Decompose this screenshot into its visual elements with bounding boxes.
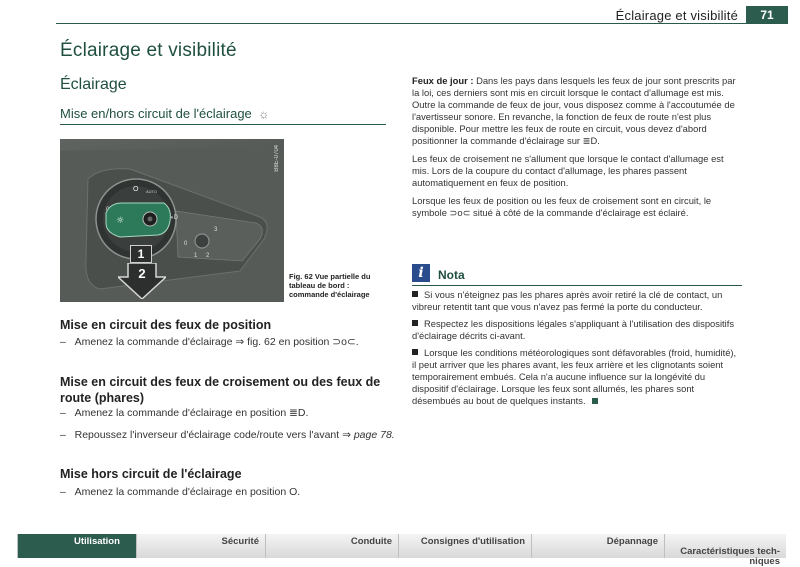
nota-item-text: Respectez les dispositions légales s'appliquant à l'utilisation des dispositifs d'éclairage décrits ci-avant. [412,318,735,341]
paragraph-indicator-symbol: Lorsque les feux de position ou les feux de croisement sont en circuit, le symbole ⊃o⊂ situé à côté de la commande d'éclairage est éclairé. [412,195,712,218]
list-item [60,335,396,349]
running-header-title: Éclairage et visibilité [615,8,738,23]
dash-marker: – [60,336,66,348]
list-item-text: Repoussez l'inverseur d'éclairage code/route vers l'avant ⇒ [74,429,354,441]
figure-dashboard-light-switch [60,139,284,302]
list-item [60,428,396,442]
dash-marker: – [60,486,66,498]
tab-securite[interactable] [136,534,265,558]
heading-low-high-beam: Mise en circuit des feux de croisement ou des feux de route (phares) [60,375,381,405]
svg-text:0: 0 [184,241,188,247]
right-column [412,75,742,225]
tab-label: Utilisation [74,536,120,547]
bullet-icon [412,320,418,326]
tab-caracteristiques[interactable] [664,534,786,567]
svg-text:☼: ☼ [116,216,125,226]
bullet-icon [412,291,418,297]
tab-label: Caractéristiques tech- niques [680,546,780,567]
nota-list [412,289,738,412]
figure-caption: Fig. 62 Vue partielle du tableau de bord : commande d'éclairage [289,272,371,299]
svg-text:◖D: ◖D [170,215,178,221]
nota-item [412,347,738,407]
heading-lights-off: Mise hors circuit de l'éclairage [60,467,242,481]
info-icon: i [412,264,430,282]
bullet-icon [412,349,418,355]
callout-2-arrow [118,263,166,299]
section-rule [60,124,386,125]
paragraph-daytime-lights [412,75,742,147]
tab-label: Sécurité [221,536,259,547]
end-of-section-icon [592,398,598,404]
tab-depannage[interactable] [531,534,664,558]
paragraph-low-beam: Les feux de croisement ne s'allument que lorsque le contact d'allumage est mis. Lors de la coupure du contact d'allumage, les phares passent automatiquement en feux de position. [412,153,724,188]
running-header [0,0,800,30]
nota-rule [412,285,742,286]
page-title: Éclairage et visibilité [60,40,237,61]
nota-item [412,289,738,313]
list-item-text: Amenez la commande d'éclairage ⇒ fig. 62 en position ⊃o⊂. [74,336,359,348]
section-heading [60,106,269,121]
paragraph-body: Dans les pays dans lesquels les feux de jour sont prescrits par la loi, ces derniers sont mis en circuit lorsque le contact d'allumage est mis. Outre la commande de feux de jour, vous disposez comme à l'accoutumée de l'avertisseur sonore. En revanche, la fonction de feux de route n'est plus disponible. Pour mettre les feux de route en circuit, vous devez d'abord positionner la commande d'éclairage sur ≣D. [412,75,736,146]
nota-item-text: Si vous n'éteignez pas les phares après avoir retiré la clé de contact, un vibreur retentit tant que vous n'avez pas fermé la porte du conducteur. [412,289,723,312]
tab-label: Dépannage [606,536,658,547]
list-item [60,406,396,420]
nota-item [412,318,738,342]
tab-conduite[interactable] [265,534,398,558]
callout-1-label: 1 [137,247,145,261]
page-number: 71 [746,6,788,24]
dash-marker: – [60,407,66,419]
subtitle: Éclairage [60,76,127,93]
tab-utilisation[interactable] [17,534,136,558]
tab-consignes[interactable] [398,534,531,558]
figure-code: B8E-0704 [274,145,280,172]
list-item-text: Amenez la commande d'éclairage en position ≣D. [74,407,309,419]
light-switch-illustration [60,139,284,302]
header-rule [56,23,788,24]
heading-position-lights: Mise en circuit des feux de position [60,318,272,332]
nota-title: Nota [438,268,465,282]
section-heading-text: Mise en/hors circuit de l'éclairage [60,106,252,121]
svg-text:2: 2 [206,253,210,259]
svg-text:AUTO: AUTO [146,189,158,194]
paragraph-lead: Feux de jour : [412,75,474,86]
list-item-text: Amenez la commande d'éclairage en position O. [74,486,301,498]
svg-text:3: 3 [214,227,218,233]
sun-icon: ☼ [258,107,270,121]
page-reference-link[interactable]: page 78. [353,429,395,441]
tab-label: Consignes d'utilisation [420,536,525,547]
nota-item-text: Lorsque les conditions météorologiques sont défavorables (froid, humidité), il peut arriver que les phares avant, les feux arrière et les clignotants soient temporairement embués. Cela n'a aucune influence sur la longévité du dispositif d'éclairage. Lorsque les feux sont allumés, les phares sont désembués au bout de quelques instants. [412,347,737,406]
svg-text:O: O [133,186,139,193]
callout-1 [130,245,152,263]
dash-marker: – [60,429,66,441]
svg-text:1: 1 [194,253,198,259]
footer-tabs [0,534,800,567]
list-item [60,485,396,499]
tab-label: Conduite [350,536,392,547]
callout-2-label: 2 [138,266,146,281]
